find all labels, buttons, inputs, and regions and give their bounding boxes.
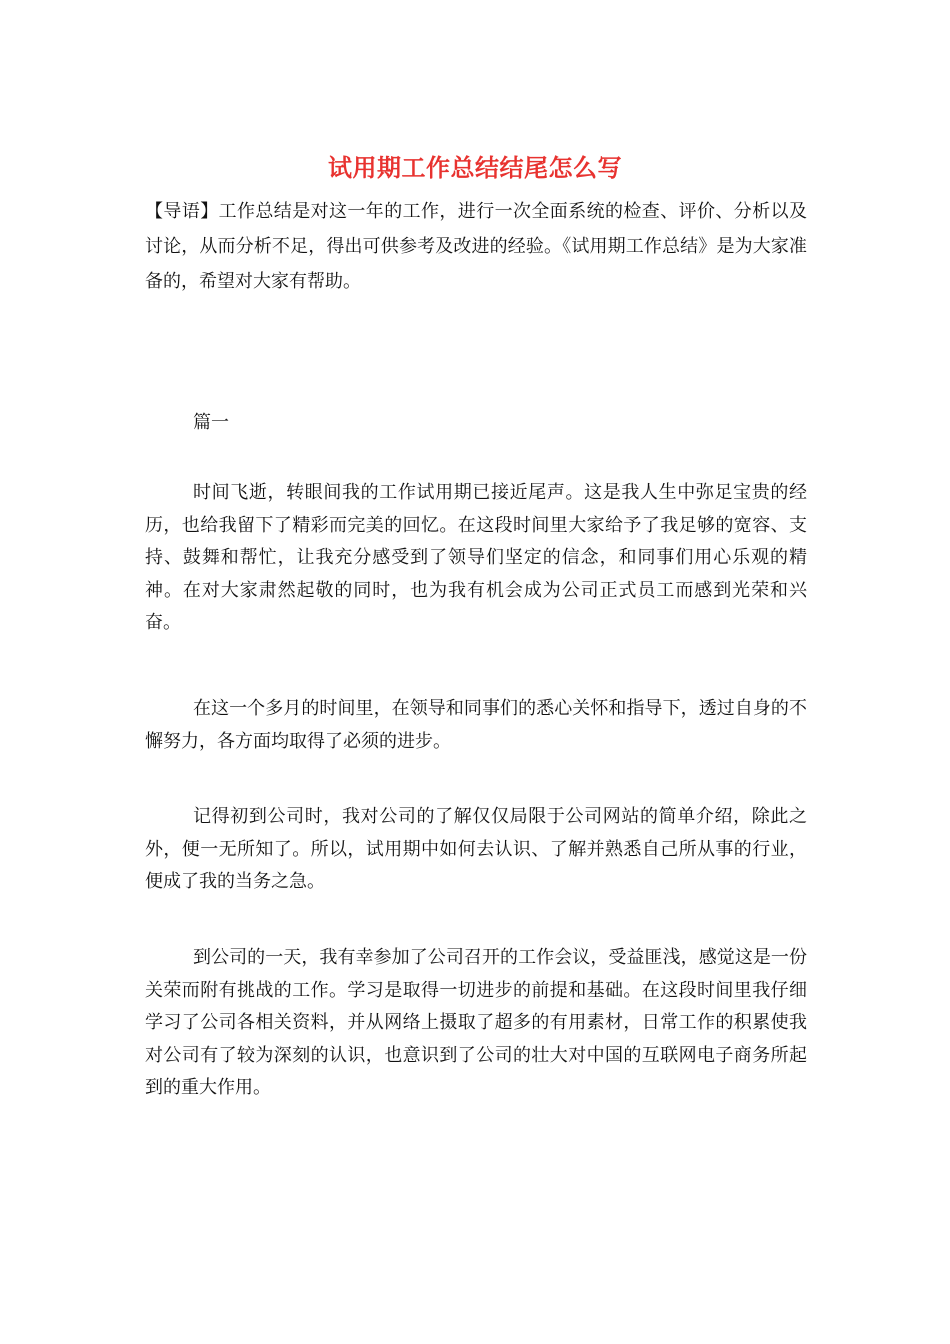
section-heading: 篇一	[193, 412, 229, 433]
document-title: 试用期工作总结结尾怎么写	[328, 153, 622, 182]
body-paragraph-4: 到公司的一天，我有幸参加了公司召开的工作会议，受益匪浅，感觉这是一份关荣而附有挑战的工作。学习是取得一切进步的前提和基础。在这段时间里我仔细学习了公司各相关资料，并从网络上摄取了超多的有用素材，日常工作的积累使我对公司有了较为深刻的认识，也意识到了公司的壮大对中国的互联网电子商务所起到的重大作用。	[145, 947, 807, 1098]
body-paragraph-1: 时间飞逝，转眼间我的工作试用期已接近尾声。这是我人生中弥足宝贵的经历，也给我留下了精彩而完美的回忆。在这段时间里大家给予了我足够的宽容、支持、鼓舞和帮忙，让我充分感受到了领导们坚定的信念，和同事们用心乐观的精神。在对大家肃然起敬的同时，也为我有机会成为公司正式员工而感到光荣和兴奋。	[145, 482, 807, 633]
body-paragraph-2: 在这一个多月的时间里，在领导和同事们的悉心关怀和指导下，透过自身的不懈努力，各方面均取得了必须的进步。	[145, 698, 807, 752]
intro-paragraph: 【导语】工作总结是对这一年的工作，进行一次全面系统的检查、评价、分析以及讨论，从而分析不足，得出可供参考及改进的经验。《试用期工作总结》是为大家准备的，希望对大家有帮助。	[145, 201, 807, 292]
body-paragraph-3: 记得初到公司时，我对公司的了解仅仅局限于公司网站的简单介绍，除此之外，便一无所知了。所以，试用期中如何去认识、了解并熟悉自己所从事的行业，便成了我的当务之急。	[145, 806, 807, 892]
